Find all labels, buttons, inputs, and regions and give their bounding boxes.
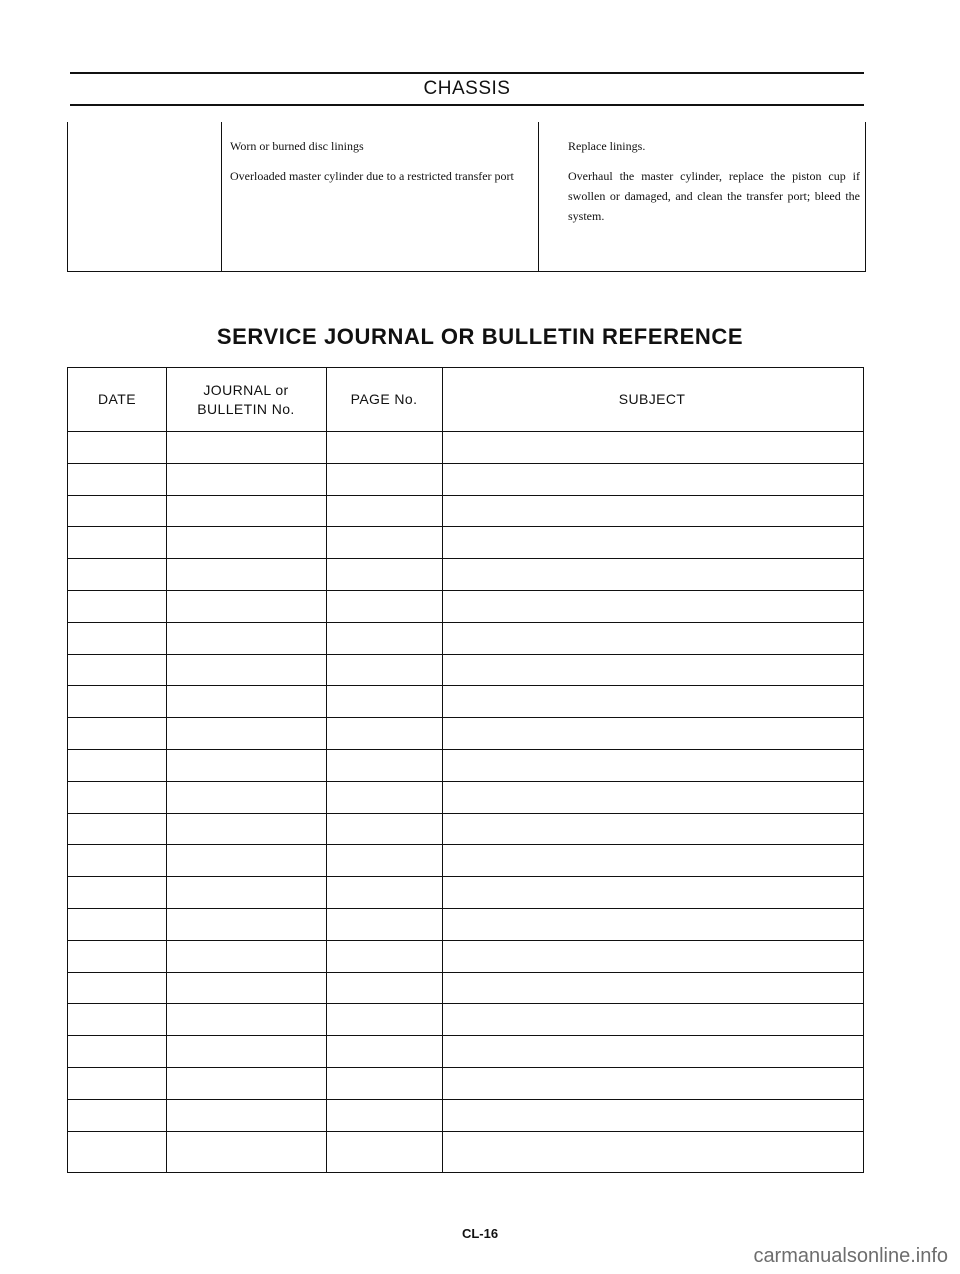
row-divider — [68, 908, 863, 909]
watermark: carmanualsonline.info — [753, 1245, 948, 1267]
column-divider — [442, 368, 443, 1172]
row-divider — [68, 813, 863, 814]
row-divider — [68, 1131, 863, 1132]
row-divider — [68, 876, 863, 877]
reference-title: SERVICE JOURNAL OR BULLETIN REFERENCE — [216, 324, 744, 349]
column-divider — [326, 368, 327, 1172]
row-divider — [68, 495, 863, 496]
row-divider — [68, 1035, 863, 1036]
column-divider — [166, 368, 167, 1172]
page-number: CL-16 — [461, 1226, 499, 1241]
row-divider — [68, 463, 863, 464]
column-divider — [221, 122, 222, 271]
row-divider — [68, 1099, 863, 1100]
row-divider — [68, 558, 863, 559]
column-header-journal: JOURNAL or BULLETIN No. — [197, 381, 295, 417]
remedy-text: Replace linings. — [568, 139, 646, 153]
remedy-text: Overhaul the master cylinder, replace the piston cup if swollen or damaged, and clean the transfer port; bleed the system. — [568, 169, 860, 223]
remedy-cell — [568, 136, 860, 236]
header-rule-bottom — [70, 104, 864, 106]
row-divider — [68, 781, 863, 782]
column-header-date: DATE — [98, 391, 136, 407]
row-divider — [68, 1067, 863, 1068]
journal-reference-table — [67, 367, 864, 1173]
column-header-page: PAGE No. — [350, 391, 418, 407]
row-divider — [68, 940, 863, 941]
page-title: CHASSIS — [423, 78, 511, 99]
row-divider — [68, 749, 863, 750]
row-divider — [68, 844, 863, 845]
row-divider — [68, 622, 863, 623]
troubleshooting-table — [67, 122, 866, 272]
row-divider — [68, 717, 863, 718]
column-header-subject: SUBJECT — [618, 391, 686, 407]
row-divider — [68, 1003, 863, 1004]
cause-text: Overloaded master cylinder due to a restricted transfer port — [230, 169, 514, 183]
cause-text: Worn or burned disc linings — [230, 139, 364, 153]
row-divider — [68, 590, 863, 591]
header-row-divider — [68, 431, 863, 432]
row-divider — [68, 654, 863, 655]
section-header — [70, 72, 864, 106]
row-divider — [68, 526, 863, 527]
header-rule-top — [70, 72, 864, 74]
cause-cell — [230, 136, 530, 196]
column-divider — [538, 122, 539, 271]
row-divider — [68, 685, 863, 686]
row-divider — [68, 972, 863, 973]
